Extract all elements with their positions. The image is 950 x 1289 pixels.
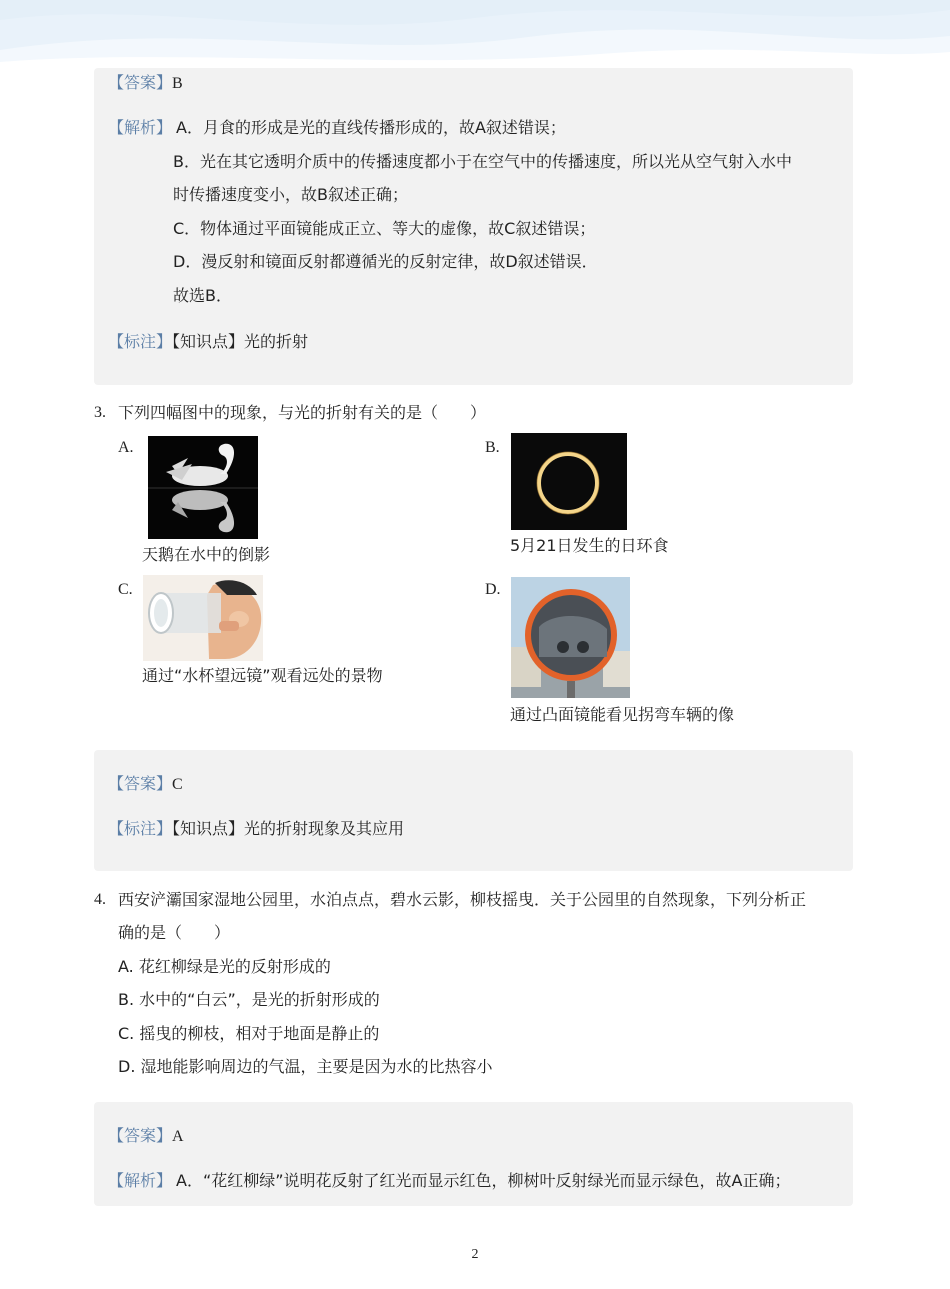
option-d-label: D. — [485, 581, 501, 598]
answer-box-q2 — [94, 68, 853, 385]
question-stem-line-1: 西安浐灞国家湿地公园里，水泊点点，碧水云影，柳枝摇曳．关于公园里的自然现象，下列分析正 — [118, 890, 807, 909]
answer-tag: 【答案】 — [108, 1126, 173, 1145]
annular-eclipse-image — [511, 433, 627, 530]
option-b-label: B. — [485, 439, 500, 456]
answer-value: C — [172, 776, 183, 793]
option-b-caption: 5月21日发生的日环食 — [510, 536, 669, 555]
option-c: C. 摇曳的柳枝，相对于地面是静止的 — [118, 1024, 380, 1043]
option-c-caption: 通过“水杯望远镜”观看远处的景物 — [142, 666, 383, 685]
water-cup-telescope-image — [143, 575, 263, 661]
answer-line — [108, 773, 183, 796]
question-number: 4. — [94, 891, 106, 908]
option-d-caption: 通过凸面镜能看见拐弯车辆的像 — [510, 705, 735, 724]
note-line — [108, 331, 308, 353]
note-tag: 【标注】 — [108, 819, 173, 838]
answer-box-q3 — [94, 750, 853, 871]
note-line — [108, 818, 404, 840]
analysis-line-4: C．物体通过平面镜能成正立、等大的虚像，故C叙述错误； — [173, 219, 596, 238]
question-number: 3. — [94, 404, 106, 421]
answer-value: B — [172, 75, 183, 92]
answer-tag: 【答案】 — [108, 73, 173, 92]
analysis-line-1 — [108, 117, 566, 139]
answer-value: A — [172, 1128, 184, 1145]
analysis-line-3: 时传播速度变小，故B叙述正确； — [173, 185, 408, 204]
analysis-tag: 【解析】 — [108, 1171, 173, 1190]
answer-box-q4 — [94, 1102, 853, 1206]
swan-reflection-image — [148, 436, 258, 539]
note-tag: 【标注】 — [108, 332, 173, 351]
analysis-text: A．月食的形成是光的直线传播形成的，故A叙述错误； — [176, 118, 566, 137]
option-a-label: A. — [118, 439, 134, 456]
option-a-caption: 天鹅在水中的倒影 — [142, 545, 271, 564]
analysis-text: A．“花红柳绿”说明花反射了红光而显示红色，柳树叶反射绿光而显示绿色，故A正确； — [176, 1171, 791, 1190]
note-text: 【知识点】光的折射现象及其应用 — [172, 819, 405, 838]
option-d: D. 湿地能影响周边的气温，主要是因为水的比热容小 — [118, 1057, 493, 1076]
note-text: 【知识点】光的折射 — [172, 332, 309, 351]
option-c-label: C. — [118, 581, 133, 598]
analysis-line-6: 故选B． — [173, 286, 232, 305]
analysis-tag: 【解析】 — [108, 118, 173, 137]
answer-tag: 【答案】 — [108, 774, 173, 793]
analysis-line-5: D．漫反射和镜面反射都遵循光的反射定律，故D叙述错误． — [173, 252, 598, 271]
convex-mirror-image — [511, 577, 630, 698]
header-wave-decoration — [0, 0, 950, 70]
option-a: A. 花红柳绿是光的反射形成的 — [118, 957, 331, 976]
option-b: B. 水中的“白云”，是光的折射形成的 — [118, 990, 380, 1009]
page-number: 2 — [471, 1247, 479, 1262]
analysis-line-2: B．光在其它透明介质中的传播速度都小于在空气中的传播速度，所以光从空气射入水中 — [173, 152, 792, 171]
answer-line — [108, 1125, 184, 1148]
analysis-line-1 — [108, 1170, 791, 1192]
question-stem-line-2: 确的是（ ） — [118, 923, 231, 942]
answer-line — [108, 72, 183, 95]
question-stem: 下列四幅图中的现象，与光的折射有关的是（ ） — [118, 403, 487, 422]
